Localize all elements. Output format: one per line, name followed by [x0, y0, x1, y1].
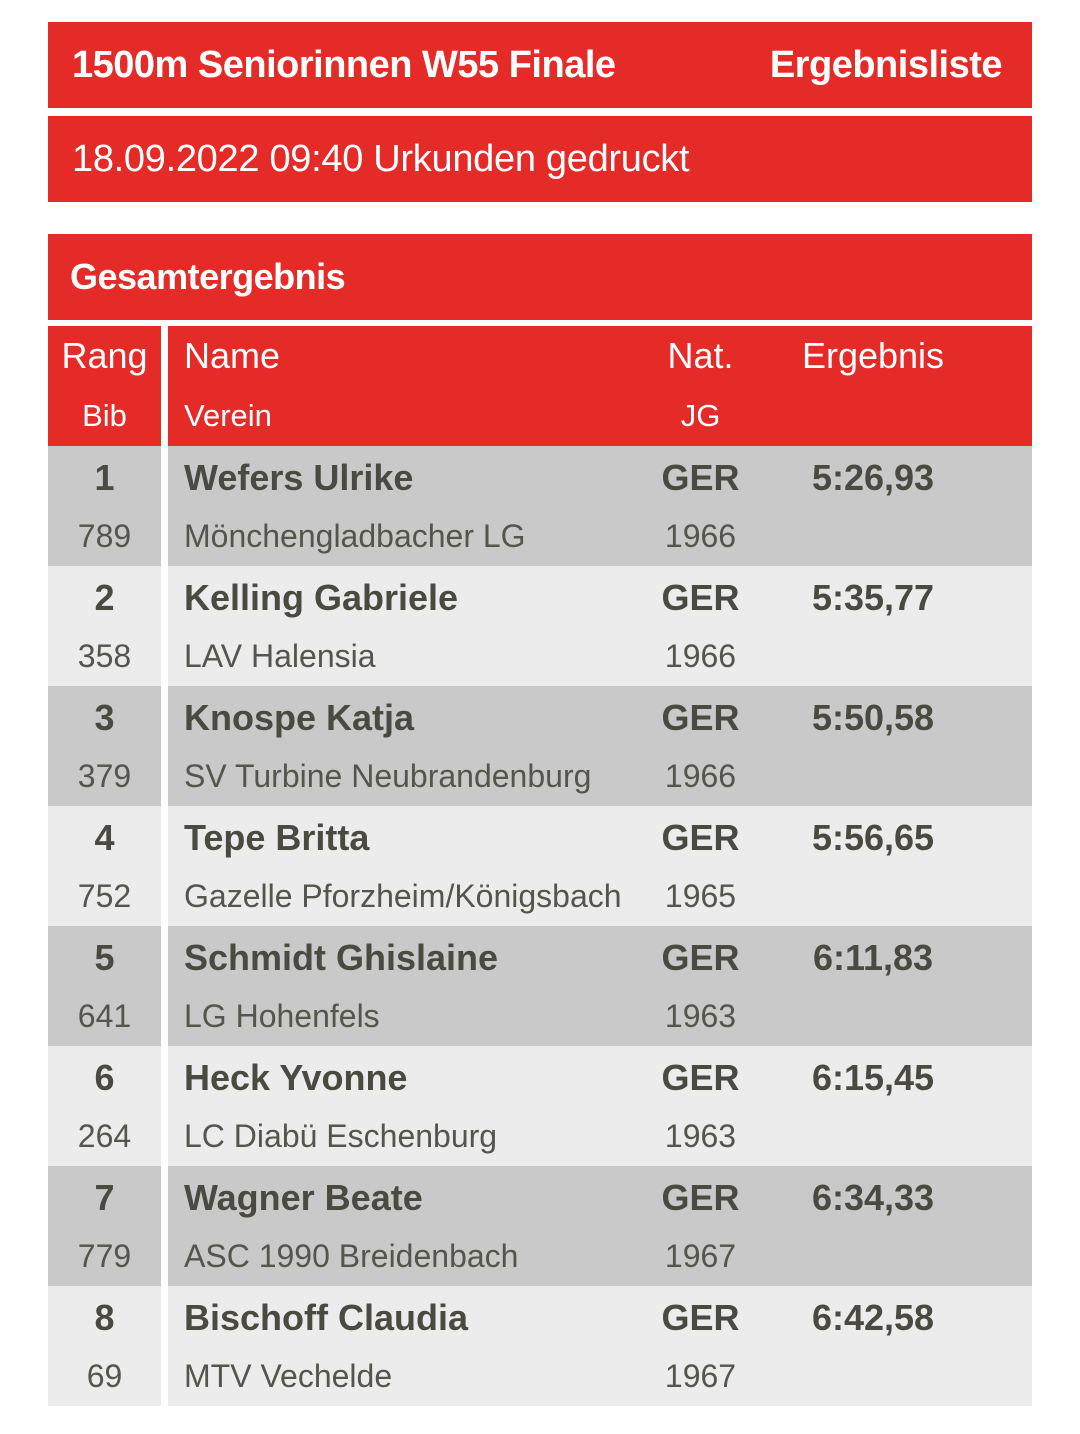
column-header-nat: Nat. [667, 335, 734, 376]
section-header [48, 234, 1032, 320]
table-row [48, 1166, 1032, 1286]
club-name: LC Diabü Eschenburg [184, 1118, 498, 1154]
athlete-name: Heck Yvonne [184, 1057, 408, 1098]
column-header-name: Name [184, 335, 281, 376]
bib-value: 379 [77, 758, 132, 794]
section-title: Gesamtergebnis [70, 256, 346, 297]
column-header-year: JG [680, 398, 721, 433]
birth-year-value: 1967 [664, 1238, 737, 1274]
results-table [48, 326, 1032, 1406]
status-text: 18.09.2022 09:40 Urkunden gedruckt [72, 137, 690, 180]
rank-value: 2 [94, 577, 115, 618]
table-row [48, 1286, 1032, 1406]
athlete-name: Kelling Gabriele [184, 577, 459, 618]
result-time: 5:50,58 [811, 697, 935, 738]
result-time: 6:34,33 [811, 1177, 935, 1218]
bib-value: 358 [77, 638, 132, 674]
birth-year-value: 1965 [664, 878, 737, 914]
result-time: 5:26,93 [811, 457, 935, 498]
table-row [48, 806, 1032, 926]
bib-value: 752 [77, 878, 132, 914]
event-header [48, 22, 1032, 108]
athlete-name: Bischoff Claudia [184, 1297, 469, 1338]
table-row [48, 446, 1032, 566]
bib-value: 264 [77, 1118, 132, 1154]
table-row [48, 566, 1032, 686]
bib-value: 789 [77, 518, 132, 554]
bib-value: 641 [77, 998, 132, 1034]
birth-year-value: 1966 [664, 758, 737, 794]
list-type-label: Ergebnisliste [769, 43, 1002, 86]
bib-value: 69 [86, 1358, 123, 1394]
result-time: 6:11,83 [812, 937, 934, 978]
club-name: ASC 1990 Breidenbach [184, 1238, 519, 1274]
club-name: MTV Vechelde [184, 1358, 393, 1394]
table-row [48, 926, 1032, 1046]
athlete-name: Wefers Ulrike [184, 457, 414, 498]
athlete-name: Wagner Beate [184, 1177, 423, 1218]
result-time: 5:35,77 [811, 577, 935, 618]
table-row [48, 686, 1032, 806]
nationality-value: GER [661, 697, 740, 738]
column-header-result: Ergebnis [801, 335, 945, 376]
rank-value: 1 [94, 457, 115, 498]
club-name: Mönchengladbacher LG [184, 518, 526, 554]
club-name: LAV Halensia [184, 638, 376, 674]
athlete-name: Tepe Britta [184, 817, 370, 858]
rank-value: 5 [94, 937, 115, 978]
birth-year-value: 1963 [664, 998, 737, 1034]
column-header-rank: Rang [61, 335, 148, 376]
birth-year-value: 1963 [664, 1118, 737, 1154]
rank-value: 4 [94, 817, 115, 858]
table-row [48, 1046, 1032, 1166]
column-header-bib: Bib [82, 398, 127, 433]
birth-year-value: 1966 [664, 518, 737, 554]
nationality-value: GER [661, 577, 740, 618]
rank-value: 3 [94, 697, 115, 738]
nationality-value: GER [661, 1177, 740, 1218]
nationality-value: GER [661, 937, 740, 978]
club-name: Gazelle Pforzheim/Königsbach [184, 878, 622, 914]
table-header-row [48, 326, 1032, 446]
nationality-value: GER [661, 1057, 740, 1098]
result-time: 6:42,58 [811, 1297, 935, 1338]
bib-value: 779 [77, 1238, 132, 1274]
result-time: 6:15,45 [811, 1057, 935, 1098]
result-time: 5:56,65 [811, 817, 935, 858]
rank-value: 8 [94, 1297, 115, 1338]
rank-value: 7 [94, 1177, 115, 1218]
birth-year-value: 1966 [664, 638, 737, 674]
club-name: SV Turbine Neubrandenburg [184, 758, 592, 794]
nationality-value: GER [661, 457, 740, 498]
athlete-name: Knospe Katja [184, 697, 415, 738]
column-header-club: Verein [184, 398, 272, 433]
birth-year-value: 1967 [664, 1358, 737, 1394]
nationality-value: GER [661, 817, 740, 858]
club-name: LG Hohenfels [184, 998, 380, 1034]
nationality-value: GER [661, 1297, 740, 1338]
athlete-name: Schmidt Ghislaine [184, 937, 499, 978]
rank-value: 6 [94, 1057, 115, 1098]
event-title: 1500m Seniorinnen W55 Finale [72, 43, 616, 86]
status-bar [48, 116, 1032, 202]
